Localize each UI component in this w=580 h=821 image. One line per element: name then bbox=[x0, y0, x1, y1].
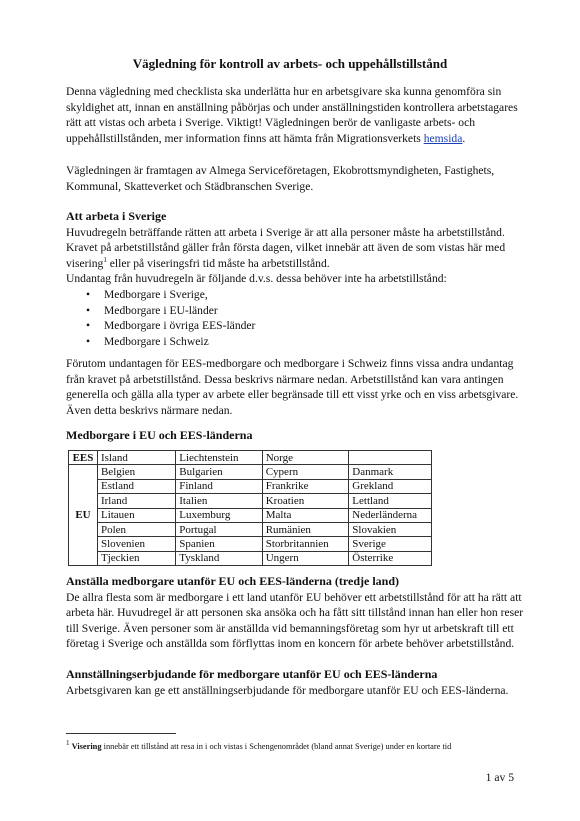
offer-text: Arbetsgivaren kan ge ett anställningserbjudande för medborgare utanför EU och EES-länderna. bbox=[66, 683, 509, 697]
table-row bbox=[69, 522, 432, 536]
table-cell: Kroatien bbox=[262, 494, 349, 508]
bullet-icon: • bbox=[86, 303, 91, 317]
intro-end: . bbox=[462, 131, 466, 145]
table-row bbox=[69, 479, 432, 493]
table-cell: Estland bbox=[97, 479, 175, 493]
offer-section bbox=[66, 667, 526, 698]
table-row bbox=[69, 551, 432, 565]
intro-paragraph bbox=[66, 84, 526, 146]
authors-paragraph bbox=[66, 163, 526, 194]
intro-text: Denna vägledning med checklista ska underlätta hur en arbetsgivare ska kunna genomföra sin skyldighet att, innan en anställning påbörjas och under anställningstiden kontrollera arbetstagares rätt att vistas och arbeta i Sverige. Viktigt! Vägledningen berör de vanligaste arbets- och uppehållstillstånden, mer information finns att hämta från Migrationsverkets bbox=[66, 85, 518, 145]
exceptions-intro-text: Undantag från huvudregeln är följande d.v.s. dessa behöver inte ha arbetstillstånd: bbox=[66, 272, 447, 285]
table-cell: Malta bbox=[262, 508, 349, 522]
besides-paragraph bbox=[66, 356, 526, 418]
table-cell: Spanien bbox=[176, 537, 262, 551]
table-cell: Polen bbox=[97, 522, 175, 536]
bullet-icon: • bbox=[86, 319, 91, 333]
table-cell: Sverige bbox=[349, 537, 432, 551]
migrationsverket-link[interactable]: hemsida bbox=[423, 131, 463, 145]
exceptions-list bbox=[66, 287, 255, 349]
footnote-number: 1 bbox=[66, 739, 70, 748]
table-cell: Slovenien bbox=[97, 537, 175, 551]
table-cell: Portugal bbox=[176, 522, 262, 536]
eu-group-label: EU bbox=[69, 465, 98, 566]
work-text-b: eller på viseringsfri tid måste ha arbetstillstånd. bbox=[106, 256, 330, 270]
table-cell: Litauen bbox=[97, 508, 175, 522]
table-cell: Österrike bbox=[349, 551, 432, 565]
ees-group-label: EES bbox=[69, 451, 98, 465]
table-cell: Liechtenstein bbox=[176, 451, 262, 465]
list-item-label: Medborgare i övriga EES-länder bbox=[104, 319, 256, 333]
footnote bbox=[66, 741, 526, 753]
table-cell: Rumänien bbox=[262, 522, 349, 536]
table-cell: Storbritannien bbox=[262, 537, 349, 551]
table-cell: Tyskland bbox=[176, 551, 262, 565]
table-cell: Tjeckien bbox=[97, 551, 175, 565]
work-section bbox=[66, 209, 526, 271]
eu-heading: Medborgare i EU och EES-länderna bbox=[66, 428, 253, 442]
footnote-term: Visering bbox=[71, 742, 102, 751]
third-country-section bbox=[66, 574, 526, 652]
third-country-heading: Anställa medborgare utanför EU och EES-länderna (tredje land) bbox=[66, 574, 400, 588]
list-item bbox=[66, 334, 255, 350]
exceptions-intro bbox=[66, 271, 526, 287]
table-cell: Belgien bbox=[97, 465, 175, 479]
bullet-icon: • bbox=[86, 334, 91, 348]
table-row bbox=[69, 494, 432, 508]
table-row bbox=[69, 537, 432, 551]
table-cell: Grekland bbox=[349, 479, 432, 493]
list-item bbox=[66, 318, 255, 334]
footnote-divider bbox=[66, 733, 176, 734]
footnote-text: innebär ett tillstånd att resa in i och vistas i Schengenområdet (bland annat Sverige) under en kortare tid bbox=[101, 742, 452, 751]
besides-text: Förutom undantagen för EES-medborgare och medborgare i Schweiz finns vissa andra undantag från kravet på arbetstillstånd. Dessa beskrivs närmare nedan. Arbetstillstånd kan vara antingen generella och gälla alla typer av arbete eller begränsade till ett visst yrke och en viss arbetsgivare. Även detta beskrivs närmare nedan. bbox=[66, 357, 519, 417]
footnote-ref[interactable]: 1 bbox=[103, 255, 107, 264]
list-item bbox=[66, 287, 255, 303]
table-cell: Ungern bbox=[262, 551, 349, 565]
table-cell bbox=[349, 451, 432, 465]
table-cell: Nederländerna bbox=[349, 508, 432, 522]
work-heading: Att arbeta i Sverige bbox=[66, 209, 167, 223]
page-number: 1 av 5 bbox=[485, 771, 514, 784]
country-table bbox=[68, 450, 432, 566]
table-cell: Frankrike bbox=[262, 479, 349, 493]
table-cell: Luxemburg bbox=[176, 508, 262, 522]
bullet-icon: • bbox=[86, 288, 91, 301]
third-country-text: De allra flesta som är medborgare i ett land utanför EU behöver ett arbetstillstånd för att ha rätt att arbeta här. Huvudregel är att personen ska ansöka och ha fått sitt tillstånd innan han eller hon reser till Sverige. Även personer som är anställda vid bemanningsföretag som hyr ut arbetskraft till ett företag i Sverige och anställda som förflyttas inom en koncern för arbete behöver arbetstillstånd. bbox=[66, 590, 524, 651]
work-text-a: Huvudregeln beträffande rätten att arbeta i Sverige är att alla personer måste ha arbetstillstånd. Kravet på arbetstillstånd gäller från första dagen, vilket innebär att även de som vistas här med visering bbox=[66, 225, 506, 270]
table-row bbox=[69, 451, 432, 465]
offer-heading: Annställningserbjudande för medborgare utanför EU och EES-länderna bbox=[66, 667, 438, 681]
table-cell: Island bbox=[97, 451, 175, 465]
table-cell: Bulgarien bbox=[176, 465, 262, 479]
table-cell: Danmark bbox=[349, 465, 432, 479]
table-cell: Norge bbox=[262, 451, 349, 465]
authors-text: Vägledningen är framtagen av Almega Serviceföretagen, Ekobrottsmyndigheten, Fastighets, Kommunal, Skatteverket och Städbranschen Sverige. bbox=[66, 164, 495, 193]
table-row bbox=[69, 465, 432, 479]
list-item bbox=[66, 303, 255, 319]
document-title: Vägledning för kontroll av arbets- och uppehållstillstånd bbox=[132, 56, 448, 71]
table-cell: Finland bbox=[176, 479, 262, 493]
table-cell: Irland bbox=[97, 494, 175, 508]
table-cell: Cypern bbox=[262, 465, 349, 479]
table-cell: Italien bbox=[176, 494, 262, 508]
eu-heading-block bbox=[66, 428, 526, 444]
list-item-label: Medborgare i EU-länder bbox=[104, 303, 218, 317]
table-row bbox=[69, 508, 432, 522]
table-cell: Slovakien bbox=[349, 522, 432, 536]
list-item-label: Medborgare i Schweiz bbox=[104, 334, 209, 348]
table-cell: Lettland bbox=[349, 494, 432, 508]
list-item-label: Medborgare i Sverige, bbox=[104, 288, 208, 301]
